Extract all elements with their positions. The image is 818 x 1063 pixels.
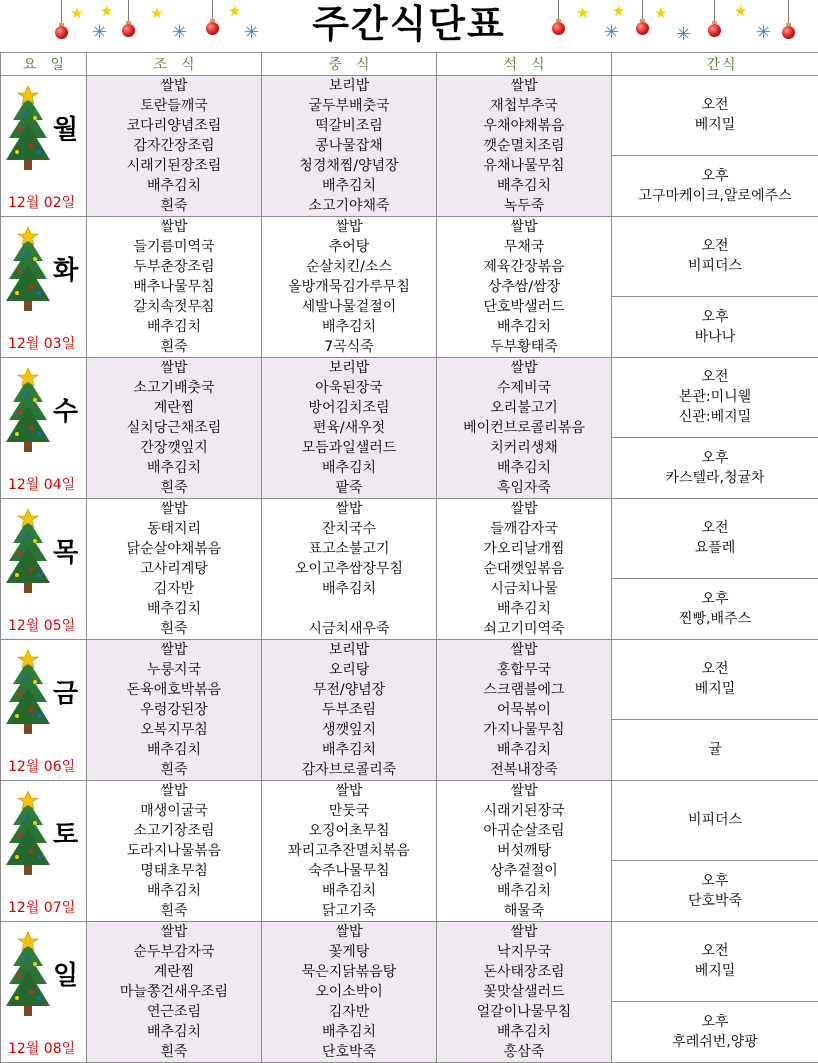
menu-item: 매생이굴국 [87, 801, 261, 821]
menu-item: 배추김치 [87, 317, 261, 337]
menu-item: 김자반 [87, 579, 261, 599]
menu-item: 쌀밥 [262, 217, 436, 237]
menu-item: 배추김치 [87, 599, 261, 619]
menu-item: 해물죽 [437, 901, 611, 921]
menu-item: 추어탕 [262, 237, 436, 257]
menu-item: 흰죽 [87, 901, 261, 921]
menu-item: 흰죽 [87, 1042, 261, 1062]
breakfast-cell [87, 358, 262, 499]
menu-item: 치커리생채 [437, 438, 611, 458]
snack-item: 오전 [612, 941, 818, 961]
menu-item: 얼갈이나물무침 [437, 1002, 611, 1022]
day-date: 12월 02일 [8, 192, 75, 212]
menu-item: 돈육애호박볶음 [87, 680, 261, 700]
day-row [1, 781, 818, 861]
dinner-cell [437, 499, 612, 640]
snack-am-cell [612, 922, 818, 1002]
menu-item: 순대깻잎볶음 [437, 559, 611, 579]
menu-item: 단호박샐러드 [437, 297, 611, 317]
snack-item: 오후 [612, 448, 818, 468]
day-row [1, 76, 818, 156]
menu-item: 쌀밥 [87, 217, 261, 237]
menu-item: 무채국 [437, 237, 611, 257]
menu-item: 쌀밥 [87, 499, 261, 519]
menu-item: 두부조림 [262, 700, 436, 720]
menu-item: 흰죽 [87, 478, 261, 498]
menu-item: 오리불고기 [437, 398, 611, 418]
menu-item: 두부황태죽 [437, 337, 611, 357]
header: 주간식단표 ★ ✳ ★ ★ ✳ ★ ✳ ★ ✳ ★ ★ ✳ ★ ✳ [0, 0, 818, 52]
breakfast-cell [87, 922, 262, 1063]
snack-item: 오후 [612, 871, 818, 891]
snack-pm-cell [612, 296, 818, 357]
snack-item: 비피더스 [612, 256, 818, 276]
menu-item: 쌀밥 [437, 781, 611, 801]
menu-item: 소고기야채죽 [262, 196, 436, 216]
menu-item: 베이컨브로콜리볶음 [437, 418, 611, 438]
menu-item: 쌀밥 [87, 781, 261, 801]
day-date: 12월 03일 [8, 333, 75, 353]
dinner-cell [437, 781, 612, 922]
menu-item: 모듬과일샐러드 [262, 438, 436, 458]
menu-item: 만둣국 [262, 801, 436, 821]
menu-item: 무전/양념장 [262, 680, 436, 700]
dinner-cell [437, 922, 612, 1063]
menu-item: 방어김치조림 [262, 398, 436, 418]
snack-item: 찐빵,배주스 [612, 609, 818, 629]
menu-item: 버섯깨탕 [437, 841, 611, 861]
snack-am-cell [612, 640, 818, 720]
menu-item: 흰죽 [87, 337, 261, 357]
menu-item: 배추김치 [262, 740, 436, 760]
menu-item: 순살치킨/소스 [262, 257, 436, 277]
header-row [1, 53, 818, 76]
menu-item: 배추김치 [87, 176, 261, 196]
header-breakfast: 조식 [87, 53, 262, 76]
menu-item: 흰죽 [87, 619, 261, 639]
menu-item: 녹두죽 [437, 196, 611, 216]
snack-item: 오후 [612, 589, 818, 609]
menu-item: 가지나물무침 [437, 720, 611, 740]
breakfast-cell [87, 217, 262, 358]
day-name: 월 [53, 116, 78, 144]
menu-item: 쌀밥 [437, 640, 611, 660]
menu-item: 수제비국 [437, 378, 611, 398]
snack-item: 바나나 [612, 327, 818, 347]
menu-item: 배추김치 [262, 1022, 436, 1042]
menu-item: 시금치새우죽 [262, 619, 436, 639]
menu-item: 누룽지국 [87, 660, 261, 680]
menu-item: 쌀밥 [87, 358, 261, 378]
menu-item: 깻순멸치조림 [437, 136, 611, 156]
day-cell [1, 922, 87, 1063]
header-lunch: 중식 [262, 53, 437, 76]
menu-item: 쌀밥 [437, 358, 611, 378]
christmas-tree-icon [5, 509, 51, 599]
menu-item: 배추김치 [87, 740, 261, 760]
menu-item: 보리밥 [262, 640, 436, 660]
day-cell [1, 358, 87, 499]
day-row [1, 922, 818, 1002]
menu-item: 쌀밥 [87, 76, 261, 96]
menu-item: 청경채찜/양념장 [262, 156, 436, 176]
christmas-tree-icon [5, 86, 51, 176]
menu-item: 배추김치 [262, 881, 436, 901]
menu-item: 들깨감자국 [437, 519, 611, 539]
day-name: 금 [53, 680, 78, 708]
menu-item: 쌀밥 [87, 640, 261, 660]
menu-body [1, 76, 818, 1063]
menu-item: 배추김치 [262, 176, 436, 196]
menu-item: 쌀밥 [262, 781, 436, 801]
snack-item: 단호박죽 [612, 891, 818, 911]
menu-item: 시래기된장국 [437, 801, 611, 821]
menu-item: 연근조림 [87, 1002, 261, 1022]
header-dinner: 석식 [437, 53, 612, 76]
menu-item: 떡갈비조림 [262, 116, 436, 136]
menu-item: 생깻잎지 [262, 720, 436, 740]
snack-am-cell [612, 76, 818, 156]
menu-item: 동태지리 [87, 519, 261, 539]
menu-item: 보리밥 [262, 358, 436, 378]
menu-item: 배추김치 [437, 881, 611, 901]
menu-item: 배추김치 [437, 458, 611, 478]
snack-am-cell [612, 781, 818, 861]
menu-item: 전복내장죽 [437, 760, 611, 780]
menu-item: 배추나물무침 [87, 277, 261, 297]
menu-item: 재첩부추국 [437, 96, 611, 116]
menu-item: 우채야채볶음 [437, 116, 611, 136]
menu-item: 명태초무침 [87, 861, 261, 881]
menu-item: 홍삼죽 [437, 1042, 611, 1062]
menu-item: 배추김치 [262, 317, 436, 337]
menu-item: 마늘쫑건새우조림 [87, 982, 261, 1002]
snack-item: 귤 [612, 740, 818, 760]
menu-item: 오징어초무침 [262, 821, 436, 841]
day-date: 12월 04일 [8, 474, 75, 494]
day-date: 12월 05일 [8, 615, 75, 635]
menu-item: 7곡식죽 [262, 337, 436, 357]
day-cell [1, 217, 87, 358]
day-row [1, 358, 818, 438]
snack-item: 오전 [612, 95, 818, 115]
menu-item: 들기름미역국 [87, 237, 261, 257]
lunch-cell [262, 922, 437, 1063]
lunch-cell [262, 358, 437, 499]
menu-item: 쇠고기미역죽 [437, 619, 611, 639]
menu-item: 갈치속젓무침 [87, 297, 261, 317]
snack-am-cell [612, 217, 818, 297]
snack-pm-cell [612, 719, 818, 780]
menu-item: 배추김치 [87, 881, 261, 901]
snack-pm-cell [612, 1001, 818, 1062]
menu-item: 유채나물무침 [437, 156, 611, 176]
menu-item: 배추김치 [437, 176, 611, 196]
menu-item: 배추김치 [437, 317, 611, 337]
snack-item: 베지밀 [612, 679, 818, 699]
menu-item: 꽈리고추잔멸치볶음 [262, 841, 436, 861]
day-row [1, 640, 818, 720]
lunch-cell [262, 499, 437, 640]
menu-item: 오리탕 [262, 660, 436, 680]
menu-item: 쌀밥 [262, 922, 436, 942]
menu-item: 아귀순살조림 [437, 821, 611, 841]
day-name: 일 [53, 962, 78, 990]
day-name: 수 [53, 398, 78, 426]
menu-item: 오복지무침 [87, 720, 261, 740]
snack-item: 요플레 [612, 538, 818, 558]
menu-item: 보리밥 [262, 76, 436, 96]
menu-item: 흰죽 [87, 196, 261, 216]
snack-pm-cell [612, 155, 818, 216]
snack-item: 베지밀 [612, 961, 818, 981]
menu-item: 소고기배춧국 [87, 378, 261, 398]
menu-item: 돈사태장조림 [437, 962, 611, 982]
menu-item: 표고소불고기 [262, 539, 436, 559]
menu-item: 콩나물잡채 [262, 136, 436, 156]
menu-item: 계란찜 [87, 398, 261, 418]
snack-item: 본관:미니웰 [612, 387, 818, 407]
menu-item: 도라지나물볶음 [87, 841, 261, 861]
menu-item: 홍합무국 [437, 660, 611, 680]
menu-item: 단호박죽 [262, 1042, 436, 1062]
christmas-tree-icon [5, 227, 51, 317]
menu-item: 흑임자죽 [437, 478, 611, 498]
menu-item: 상추겉절이 [437, 861, 611, 881]
menu-item: 오이소박이 [262, 982, 436, 1002]
menu-item: 팥죽 [262, 478, 436, 498]
menu-item: 닭고기죽 [262, 901, 436, 921]
menu-item: 상추쌈/쌈장 [437, 277, 611, 297]
snack-pm-cell [612, 437, 818, 498]
day-name: 목 [53, 539, 78, 567]
snack-item: 오전 [612, 367, 818, 387]
menu-item: 쌀밥 [87, 922, 261, 942]
menu-item: 쌀밥 [262, 499, 436, 519]
menu-item: 감자간장조림 [87, 136, 261, 156]
lunch-cell [262, 781, 437, 922]
day-name: 토 [53, 821, 78, 849]
day-row [1, 499, 818, 579]
menu-item: 흰죽 [87, 760, 261, 780]
menu-item: 가오리날개찜 [437, 539, 611, 559]
menu-item: 아욱된장국 [262, 378, 436, 398]
menu-item: 소고기장조림 [87, 821, 261, 841]
snack-item: 오후 [612, 307, 818, 327]
breakfast-cell [87, 640, 262, 781]
menu-item: 제육간장볶음 [437, 257, 611, 277]
menu-item: 시래기된장조림 [87, 156, 261, 176]
page-title: 주간식단표 [0, 2, 818, 46]
menu-item: 배추김치 [262, 579, 436, 599]
snack-item: 고구마케이크,알로에주스 [612, 186, 818, 206]
menu-item: 배추김치 [262, 458, 436, 478]
day-cell [1, 640, 87, 781]
snack-pm-cell [612, 860, 818, 921]
menu-item: 배추김치 [437, 599, 611, 619]
snack-item: 오전 [612, 659, 818, 679]
menu-item: 묵은지닭볶음탕 [262, 962, 436, 982]
menu-item: 꽃맛살샐러드 [437, 982, 611, 1002]
day-date: 12월 07일 [8, 897, 75, 917]
menu-item: 코다리양념조림 [87, 116, 261, 136]
snack-item: 오후 [612, 1012, 818, 1032]
menu-item: 토란들깨국 [87, 96, 261, 116]
menu-item: 스크램블에그 [437, 680, 611, 700]
menu-item: 어묵볶이 [437, 700, 611, 720]
menu-item: 두부춘장조림 [87, 257, 261, 277]
day-row [1, 217, 818, 297]
day-date: 12월 06일 [8, 756, 75, 776]
header-day: 요일 [1, 53, 87, 76]
menu-item: 감자브로콜리죽 [262, 760, 436, 780]
menu-item: 닭순살야채볶음 [87, 539, 261, 559]
lunch-cell [262, 640, 437, 781]
christmas-tree-icon [5, 791, 51, 881]
lunch-cell [262, 217, 437, 358]
menu-item: 시금치나물 [437, 579, 611, 599]
menu-item: 실치당근채조림 [87, 418, 261, 438]
menu-item: 계란찜 [87, 962, 261, 982]
snack-item: 신관:베지밀 [612, 407, 818, 427]
menu-item: 배추김치 [437, 740, 611, 760]
menu-item: 쌀밥 [437, 76, 611, 96]
day-cell [1, 76, 87, 217]
snack-item: 오전 [612, 236, 818, 256]
menu-item: 고사리계탕 [87, 559, 261, 579]
day-cell [1, 499, 87, 640]
dinner-cell [437, 217, 612, 358]
snack-item: 오후 [612, 166, 818, 186]
snack-am-cell [612, 358, 818, 438]
menu-item: 세발나물겉절이 [262, 297, 436, 317]
menu-item: 굴두부배춧국 [262, 96, 436, 116]
dinner-cell [437, 358, 612, 499]
menu-item: 꽃게탕 [262, 942, 436, 962]
menu-item: 우렁강된장 [87, 700, 261, 720]
menu-item: 올방개묵김가루무침 [262, 277, 436, 297]
dinner-cell [437, 640, 612, 781]
day-date: 12월 08일 [8, 1038, 75, 1058]
day-name: 화 [53, 257, 78, 285]
menu-item: 쌀밥 [437, 499, 611, 519]
menu-item: 배추김치 [87, 458, 261, 478]
snack-item: 오전 [612, 518, 818, 538]
snack-item: 후레쉬번,양팡 [612, 1032, 818, 1052]
menu-item: 배추김치 [437, 1022, 611, 1042]
day-cell [1, 781, 87, 922]
dinner-cell [437, 76, 612, 217]
menu-item: 쌀밥 [437, 217, 611, 237]
breakfast-cell [87, 499, 262, 640]
lunch-cell [262, 76, 437, 217]
snack-am-cell [612, 499, 818, 579]
snack-item: 카스텔라,청귤차 [612, 468, 818, 488]
menu-item: 낙지무국 [437, 942, 611, 962]
menu-item: 잔치국수 [262, 519, 436, 539]
weekly-menu-table [0, 52, 818, 1063]
menu-item: 편육/새우젓 [262, 418, 436, 438]
snack-item: 베지밀 [612, 115, 818, 135]
menu-item: 배추김치 [87, 1022, 261, 1042]
breakfast-cell [87, 76, 262, 217]
menu-item [262, 599, 436, 619]
header-snack: 간식 [612, 53, 818, 76]
menu-item: 오이고추쌈장무침 [262, 559, 436, 579]
menu-item: 간장깻잎지 [87, 438, 261, 458]
christmas-tree-icon [5, 368, 51, 458]
snack-pm-cell [612, 578, 818, 639]
menu-item: 숙주나물무침 [262, 861, 436, 881]
menu-item: 쌀밥 [437, 922, 611, 942]
menu-item: 순두부감자국 [87, 942, 261, 962]
breakfast-cell [87, 781, 262, 922]
christmas-tree-icon [5, 932, 51, 1022]
snack-item: 비피더스 [612, 810, 818, 830]
christmas-tree-icon [5, 650, 51, 740]
menu-item: 김자반 [262, 1002, 436, 1022]
